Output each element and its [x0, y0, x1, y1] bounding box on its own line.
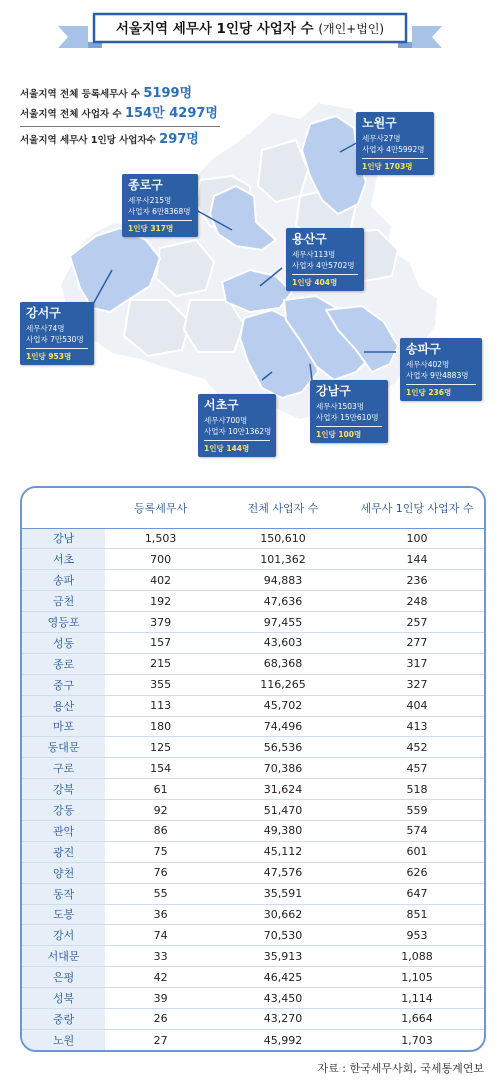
- per-accountant-cell: 559: [350, 800, 484, 821]
- callout-jongno: 종로구 세무사215명 사업자 6만8368명 1인당 317명: [122, 174, 198, 237]
- businesses-cell: 35,913: [216, 946, 350, 967]
- header-district: [22, 488, 105, 528]
- title-main: 서울지역 세무사 1인당 사업자 수: [115, 21, 314, 37]
- per-accountant-cell: 317: [350, 653, 484, 674]
- table-row: [22, 1029, 484, 1050]
- table-row: [22, 591, 484, 612]
- tax-accountants-cell: 379: [105, 612, 216, 633]
- businesses-cell: 43,450: [216, 988, 350, 1009]
- businesses-cell: 30,662: [216, 904, 350, 925]
- businesses-cell: 31,624: [216, 779, 350, 800]
- table-row: [22, 632, 484, 653]
- businesses-cell: 70,530: [216, 925, 350, 946]
- table-row: [22, 758, 484, 779]
- district-cell: 용산: [22, 695, 105, 716]
- district-cell: 마포: [22, 716, 105, 737]
- tax-accountants-cell: 26: [105, 1008, 216, 1029]
- per-accountant-cell: 327: [350, 674, 484, 695]
- per-accountant-cell: 851: [350, 904, 484, 925]
- district-cell: 노원: [22, 1029, 105, 1050]
- table-row: [22, 967, 484, 988]
- district-cell: 동작: [22, 883, 105, 904]
- tax-accountants-cell: 61: [105, 779, 216, 800]
- tax-accountants-cell: 125: [105, 737, 216, 758]
- table-row: [22, 674, 484, 695]
- per-accountant-cell: 1,105: [350, 967, 484, 988]
- per-accountant-cell: 452: [350, 737, 484, 758]
- district-cell: 종로: [22, 653, 105, 674]
- businesses-cell: 46,425: [216, 967, 350, 988]
- businesses-cell: 56,536: [216, 737, 350, 758]
- businesses-cell: 68,368: [216, 653, 350, 674]
- table-row: [22, 528, 484, 549]
- stat-per-accountant: 서울지역 세무사 1인당 사업자수 297명: [20, 132, 199, 147]
- tax-accountants-cell: 86: [105, 820, 216, 841]
- district-cell: 강남: [22, 528, 105, 549]
- tax-accountants-cell: 215: [105, 653, 216, 674]
- table-row: [22, 925, 484, 946]
- tax-accountants-cell: 33: [105, 946, 216, 967]
- businesses-cell: 45,992: [263, 1033, 303, 1047]
- table-row: [22, 988, 484, 1009]
- seoul-district-map: [0, 100, 500, 480]
- businesses-cell: 43,603: [216, 632, 350, 653]
- tax-accountants-cell: 157: [105, 632, 216, 653]
- table-row: [22, 737, 484, 758]
- table-row: [22, 570, 484, 591]
- table-row: [22, 904, 484, 925]
- per-accountant-cell: 413: [350, 716, 484, 737]
- district-cell: 강서: [22, 925, 105, 946]
- table-row: [22, 883, 484, 904]
- per-accountant-cell: 626: [350, 862, 484, 883]
- header-total-businesses: 전체 사업자 수: [216, 488, 350, 528]
- per-accountant-cell: 248: [350, 591, 484, 612]
- businesses-cell: 45,702: [216, 695, 350, 716]
- tax-accountants-cell: 700: [105, 549, 216, 570]
- businesses-cell: 35,591: [216, 883, 350, 904]
- source-note: 자료 : 한국세무사회, 국세통계연보: [317, 1062, 484, 1075]
- callout-gangnam: 강남구 세무사1503명 사업자 15만610명 1인당 100명: [310, 380, 388, 443]
- table-row: [22, 1008, 484, 1029]
- district-cell: 동대문: [22, 737, 105, 758]
- tax-accountants-cell: 92: [105, 800, 216, 821]
- businesses-cell: 43,270: [216, 1008, 350, 1029]
- tax-accountants-cell: 154: [105, 758, 216, 779]
- table-body: [22, 528, 484, 1050]
- tax-accountants-cell: 39: [105, 988, 216, 1009]
- table-row: [22, 800, 484, 821]
- per-accountant-cell: 257: [350, 612, 484, 633]
- tax-accountants-cell: 74: [105, 925, 216, 946]
- businesses-cell: 101,362: [216, 549, 350, 570]
- district-cell: 성북: [22, 988, 105, 1009]
- table-row: [22, 653, 484, 674]
- per-accountant-cell: 100: [350, 528, 484, 549]
- per-accountant-cell: 457: [350, 758, 484, 779]
- table-row: [22, 779, 484, 800]
- district-table: [20, 486, 486, 1052]
- per-accountant-cell: 1,664: [350, 1008, 484, 1029]
- stat-total-businesses: 서울지역 전체 사업자 수 154만 4297명: [20, 106, 218, 121]
- table-row: [22, 946, 484, 967]
- businesses-cell: 94,883: [216, 570, 350, 591]
- callout-songpa: 송파구 세무사402명 사업자 9만4883명 1인당 236명: [400, 338, 482, 401]
- tax-accountants-cell: 27: [153, 1033, 168, 1047]
- callout-yongsan: 용산구 세무사113명 사업자 4만5702명 1인당 404명: [286, 228, 364, 291]
- tax-accountants-cell: 42: [105, 967, 216, 988]
- businesses-cell: 49,380: [216, 820, 350, 841]
- tax-accountants-cell: 55: [105, 883, 216, 904]
- per-accountant-cell: 404: [350, 695, 484, 716]
- businesses-cell: 116,265: [216, 674, 350, 695]
- district-cell: 구로: [22, 758, 105, 779]
- district-cell: 강북: [22, 779, 105, 800]
- table-header-row: [22, 488, 484, 528]
- per-accountant-cell: 236: [350, 570, 484, 591]
- per-accountant-cell: 518: [350, 779, 484, 800]
- table-row: [22, 716, 484, 737]
- district-cell: 강동: [22, 800, 105, 821]
- tax-accountants-cell: 192: [105, 591, 216, 612]
- per-accountant-cell: 601: [350, 841, 484, 862]
- district-cell: 서초: [22, 549, 105, 570]
- per-accountant-cell: 1,703: [401, 1033, 433, 1047]
- per-accountant-cell: 1,088: [350, 946, 484, 967]
- per-accountant-cell: 277: [350, 632, 484, 653]
- per-accountant-cell: 144: [350, 549, 484, 570]
- businesses-cell: 74,496: [216, 716, 350, 737]
- title-banner: [58, 12, 442, 50]
- businesses-cell: 97,455: [216, 612, 350, 633]
- table-row: [22, 549, 484, 570]
- tax-accountants-cell: 402: [105, 570, 216, 591]
- district-cell: 성동: [22, 632, 105, 653]
- table-row: [22, 841, 484, 862]
- district-cell: 영등포: [22, 612, 105, 633]
- per-accountant-cell: 647: [350, 883, 484, 904]
- businesses-cell: 47,636: [216, 591, 350, 612]
- district-cell: 은평: [22, 967, 105, 988]
- table-row: [22, 862, 484, 883]
- tax-accountants-cell: 76: [105, 862, 216, 883]
- title-sub: (개인+법인): [318, 22, 385, 36]
- district-cell: 도봉: [22, 904, 105, 925]
- per-accountant-cell: 953: [350, 925, 484, 946]
- district-cell: 중랑: [22, 1008, 105, 1029]
- businesses-cell: 47,576: [216, 862, 350, 883]
- callout-seocho: 서초구 세무사700명 사업자 10만1362명 1인당 144명: [198, 394, 276, 457]
- businesses-cell: 51,470: [216, 800, 350, 821]
- district-cell: 금천: [22, 591, 105, 612]
- businesses-cell: 45,112: [216, 841, 350, 862]
- per-accountant-cell: 1,114: [350, 988, 484, 1009]
- callout-gangseo: 강서구 세무사74명 사업자 7만530명 1인당 953명: [20, 302, 94, 365]
- businesses-cell: 150,610: [216, 528, 350, 549]
- tax-accountants-cell: 355: [105, 674, 216, 695]
- tax-accountants-cell: 75: [105, 841, 216, 862]
- table-row: [22, 820, 484, 841]
- per-accountant-cell: 574: [350, 820, 484, 841]
- tax-accountants-cell: 36: [105, 904, 216, 925]
- district-cell: 서대문: [22, 946, 105, 967]
- tax-accountants-cell: 113: [105, 695, 216, 716]
- table-row: [22, 695, 484, 716]
- district-cell: 관악: [22, 820, 105, 841]
- tax-accountants-cell: 1,503: [105, 528, 216, 549]
- district-cell: 중구: [22, 674, 105, 695]
- callout-nowon: 노원구 세무사27명 사업자 4만5992명 1인당 1703명: [356, 112, 434, 175]
- district-cell: 양천: [22, 862, 105, 883]
- tax-accountants-cell: 180: [105, 716, 216, 737]
- page-title: [102, 18, 398, 40]
- district-cell: 송파: [22, 570, 105, 591]
- stat-total-tax-accountants: 서울지역 전체 등록세무사 수 5199명: [20, 86, 193, 101]
- businesses-cell: 70,386: [216, 758, 350, 779]
- header-tax-accountants: 등록세무사: [105, 488, 216, 528]
- district-cell: 광진: [22, 841, 105, 862]
- header-per-accountant: 세무사 1인당 사업자 수: [350, 488, 484, 528]
- table-row: [22, 612, 484, 633]
